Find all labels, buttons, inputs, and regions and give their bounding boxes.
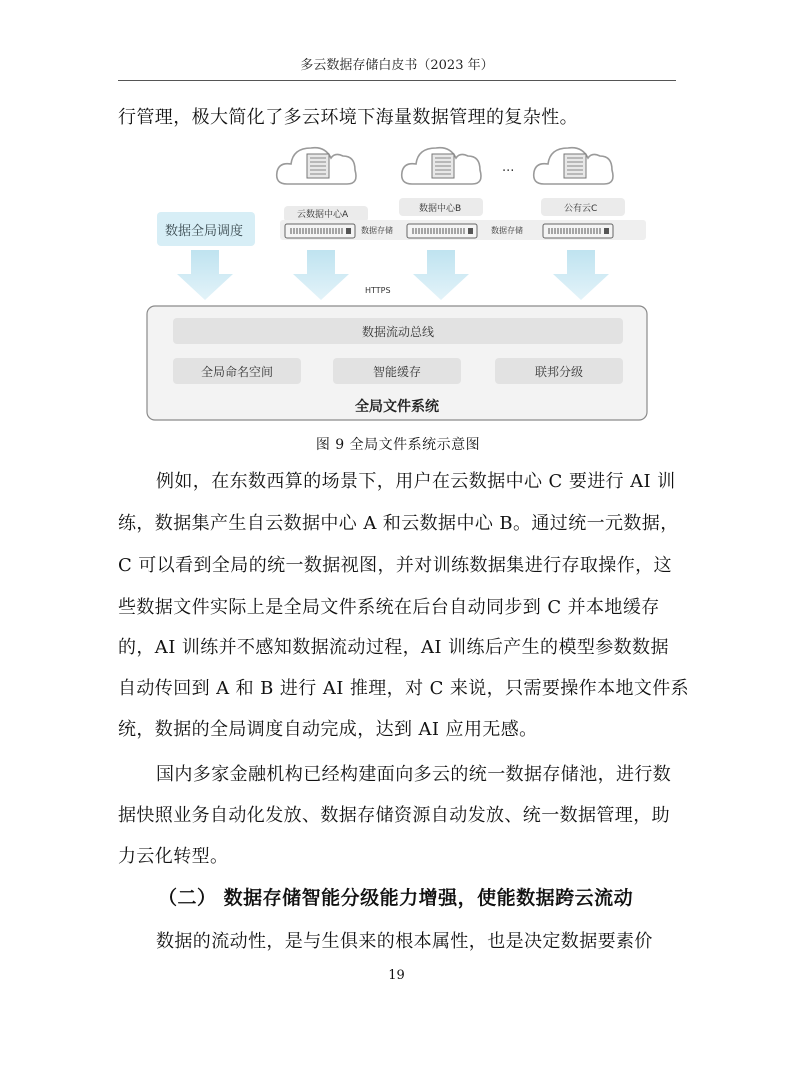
figure-caption: 图 9 全局文件系统示意图: [315, 437, 481, 453]
server-icon: [564, 154, 586, 178]
namespace-label: 全局命名空间: [200, 365, 273, 379]
down-arrow-icon: [413, 250, 469, 300]
text-line: 例如，在东数西算的场景下，用户在云数据中心 C 要进行 AI 训: [156, 471, 676, 492]
down-arrow-icon: [293, 250, 349, 300]
page-number: 19: [388, 968, 405, 983]
federation-label: 联邦分级: [534, 365, 583, 379]
text-line: 力云化转型。: [118, 846, 229, 867]
down-arrow-icon: [177, 250, 233, 300]
data-bus-label: 数据流动总线: [361, 325, 434, 339]
text-line: 统，数据的全局调度自动完成，达到 AI 应用无感。: [118, 719, 538, 740]
text-line: 自动传回到 A 和 B 进行 AI 推理，对 C 来说，只需要操作本地文件系: [118, 678, 690, 699]
https-label: HTTPS: [365, 286, 391, 295]
down-arrow-icon: [553, 250, 609, 300]
public-cloud-c-label: 公有云C: [564, 204, 598, 214]
global-file-system-label: 全局文件系统: [355, 399, 439, 415]
datacenter-b-label: 数据中心B: [419, 204, 462, 214]
text-line: 国内多家金融机构已经构建面向多云的统一数据存储池，进行数: [156, 764, 672, 785]
header-rule: [118, 80, 676, 81]
diagram-graphics: [145, 140, 650, 425]
page-header: 多云数据存储白皮书（2023 年）: [300, 58, 494, 73]
global-file-system-diagram: [145, 140, 650, 425]
text-line: C 可以看到全局的统一数据视图，并对训练数据集进行存取操作，这: [118, 555, 672, 576]
server-icon: [307, 154, 329, 178]
storage-label: 数据存储: [361, 226, 393, 235]
storage-rack-icon: [543, 224, 613, 238]
storage-rack-icon: [285, 224, 355, 238]
datacenter-a-label: 云数据中心A: [297, 210, 349, 220]
text-line: 据快照业务自动化发放、数据存储资源自动发放、统一数据管理，助: [118, 805, 670, 826]
server-icon: [432, 154, 454, 178]
text-line: 数据的流动性，是与生俱来的根本属性，也是决定数据要素价: [156, 931, 653, 952]
ellipsis: ...: [502, 160, 515, 175]
text-line: 的，AI 训练并不感知数据流动过程，AI 训练后产生的模型参数数据: [118, 637, 669, 658]
smart-cache-label: 智能缓存: [372, 365, 421, 379]
text-line: 些数据文件实际上是全局文件系统在后台自动同步到 C 并本地缓存: [118, 597, 660, 618]
text-line: 行管理，极大简化了多云环境下海量数据管理的复杂性。: [118, 107, 578, 128]
section-heading: （二） 数据存储智能分级能力增强，使能数据跨云流动: [158, 887, 634, 909]
storage-rack-icon: [407, 224, 477, 238]
text-line: 练，数据集产生自云数据中心 A 和云数据中心 B。通过统一元数据，: [118, 513, 679, 534]
scheduler-label: 数据全局调度: [165, 224, 244, 239]
storage-label: 数据存储: [491, 226, 523, 235]
